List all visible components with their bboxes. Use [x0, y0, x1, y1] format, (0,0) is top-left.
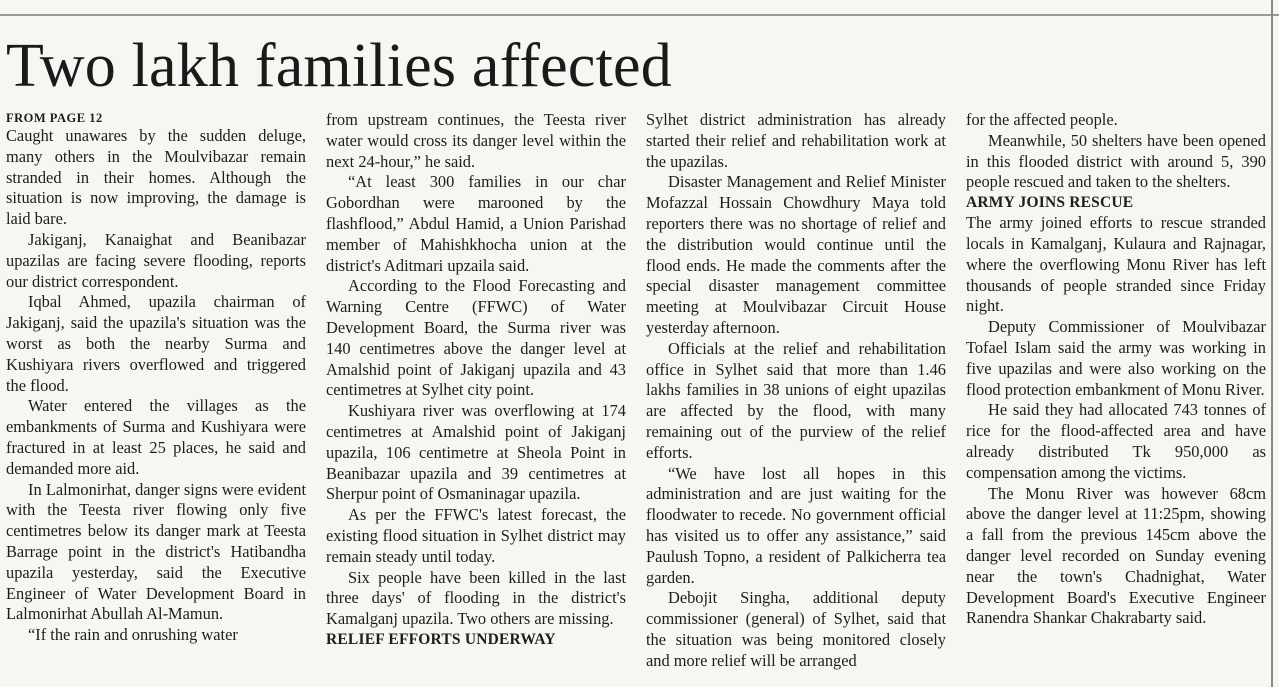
paragraph: “If the rain and onrushing water	[28, 625, 238, 645]
paragraph: from upstream continues, the Teesta river water would cross its danger level within the next 24-hour,” he said.	[326, 110, 626, 171]
paragraph: According to the Flood Forecasting and Warning Centre (FFWC) of Water Development Board, the Surma river was 140 centimetres above the danger level at Amalshid point of Jakiganj upazila and 43 centimetres at Sylhet city point.	[326, 276, 626, 400]
top-rule	[0, 0, 1279, 16]
subhead-relief: RELIEF EFFORTS UNDERWAY	[326, 630, 556, 648]
paragraph: Deputy Commissioner of Moulvibazar Tofael Islam said the army was working in five upazilas and were also working on the flood protection embankment of Monu River.	[966, 317, 1266, 399]
paragraph: In Lalmonirhat, danger signs were evident with the Teesta river flowing only five centimetres below its danger mark at Teesta Barrage point in the district's Hatibandha upazila yesterday, said the Executive Engineer of Water Development Board in Lalmonirhat Abullah Al-Mamun.	[6, 479, 306, 624]
headline: Two lakh families affected	[6, 32, 672, 100]
paragraph: Iqbal Ahmed, upazila chairman of Jakiganj, said the upazila's situation was the worst as both the nearby Surma and Kushiyara rivers overflowed and triggered the flood.	[6, 292, 306, 395]
paragraph: The Monu River was however 68cm above the danger level at 11:25pm, showing a fall from the previous 145cm above the danger level recorded on Sunday evening near the town's Chadnighat, Water Development Board's Executive Engineer Ranendra Shankar Chakrabarty said.	[966, 483, 1266, 628]
right-rule	[1271, 0, 1273, 687]
column-4	[966, 110, 1266, 687]
paragraph: “We have lost all hopes in this administration and are just waiting for the floodwater to recede. No government official has visited us to offer any assistance,” said Paulush Topno, a resident of Palkicherra tea garden.	[646, 463, 946, 587]
paragraph: Sylhet district administration has already started their relief and rehabilitation work at the upazilas.	[646, 110, 946, 171]
paragraph: Officials at the relief and rehabilitation office in Sylhet said that more than 1.46 lakhs families in 38 unions of eight upazilas are affected by the flood, with many remaining out of the purview of the relief efforts.	[646, 338, 946, 462]
paragraph: As per the FFWC's latest forecast, the existing flood situation in Sylhet district may remain steady until today.	[326, 505, 626, 566]
subhead-army: ARMY JOINS RESCUE	[966, 194, 1134, 212]
paragraph: Debojit Singha, additional deputy commissioner (general) of Sylhet, said that the situation was being monitored closely and more relief will be arranged	[646, 588, 946, 670]
column-1	[6, 110, 306, 687]
paragraph: Six people have been killed in the last three days' of flooding in the district's Kamalganj upazila. Two others are missing.	[326, 567, 626, 629]
column-3	[646, 110, 946, 687]
column-2	[326, 110, 626, 687]
paragraph: Disaster Management and Relief Minister Mofazzal Hossain Chowdhury Maya told reporters there was no shortage of relief and the distribution would continue until the flood ends. He made the comments after the special disaster management committee meeting at Moulvibazar Circuit House yesterday afternoon.	[646, 172, 946, 337]
paragraph: He said they had allocated 743 tonnes of rice for the flood-affected area and have already distributed Tk 950,000 as compensation among the victims.	[966, 400, 1266, 482]
paragraph: The army joined efforts to rescue stranded locals in Kamalganj, Kulaura and Rajnagar, where the overflowing Monu River has left thousands of people stranded since Friday night.	[966, 213, 1266, 316]
paragraph: Caught unawares by the sudden deluge, many others in the Moulvibazar remain stranded in their homes. Although the situation is now improving, the damage is laid bare.	[6, 126, 306, 229]
kicker: FROM PAGE 12	[6, 111, 103, 125]
paragraph: Kushiyara river was overflowing at 174 centimetres at Amalshid point of Jakiganj upazila, 106 centimetre at Sheola Point in Beanibazar upazila and 39 centimetres at Sherpur point of Osmaninagar upazila.	[326, 401, 626, 504]
paragraph: for the affected people.	[966, 110, 1118, 129]
paragraph: Jakiganj, Kanaighat and Beanibazar upazilas are facing severe flooding, reports our district correspondent.	[6, 229, 306, 291]
paragraph: Meanwhile, 50 shelters have been opened in this flooded district with around 5, 390 people rescued and taken to the shelters.	[966, 130, 1266, 192]
paragraph: “At least 300 families in our char Gobordhan were marooned by the flashflood,” Abdul Hamid, a Union Parishad member of Mahishkhocha union at the district's Aditmari upzaila said.	[326, 172, 626, 275]
paragraph: Water entered the villages as the embankments of Surma and Kushiyara were fractured in at least 25 places, he said and demanded more aid.	[6, 396, 306, 478]
